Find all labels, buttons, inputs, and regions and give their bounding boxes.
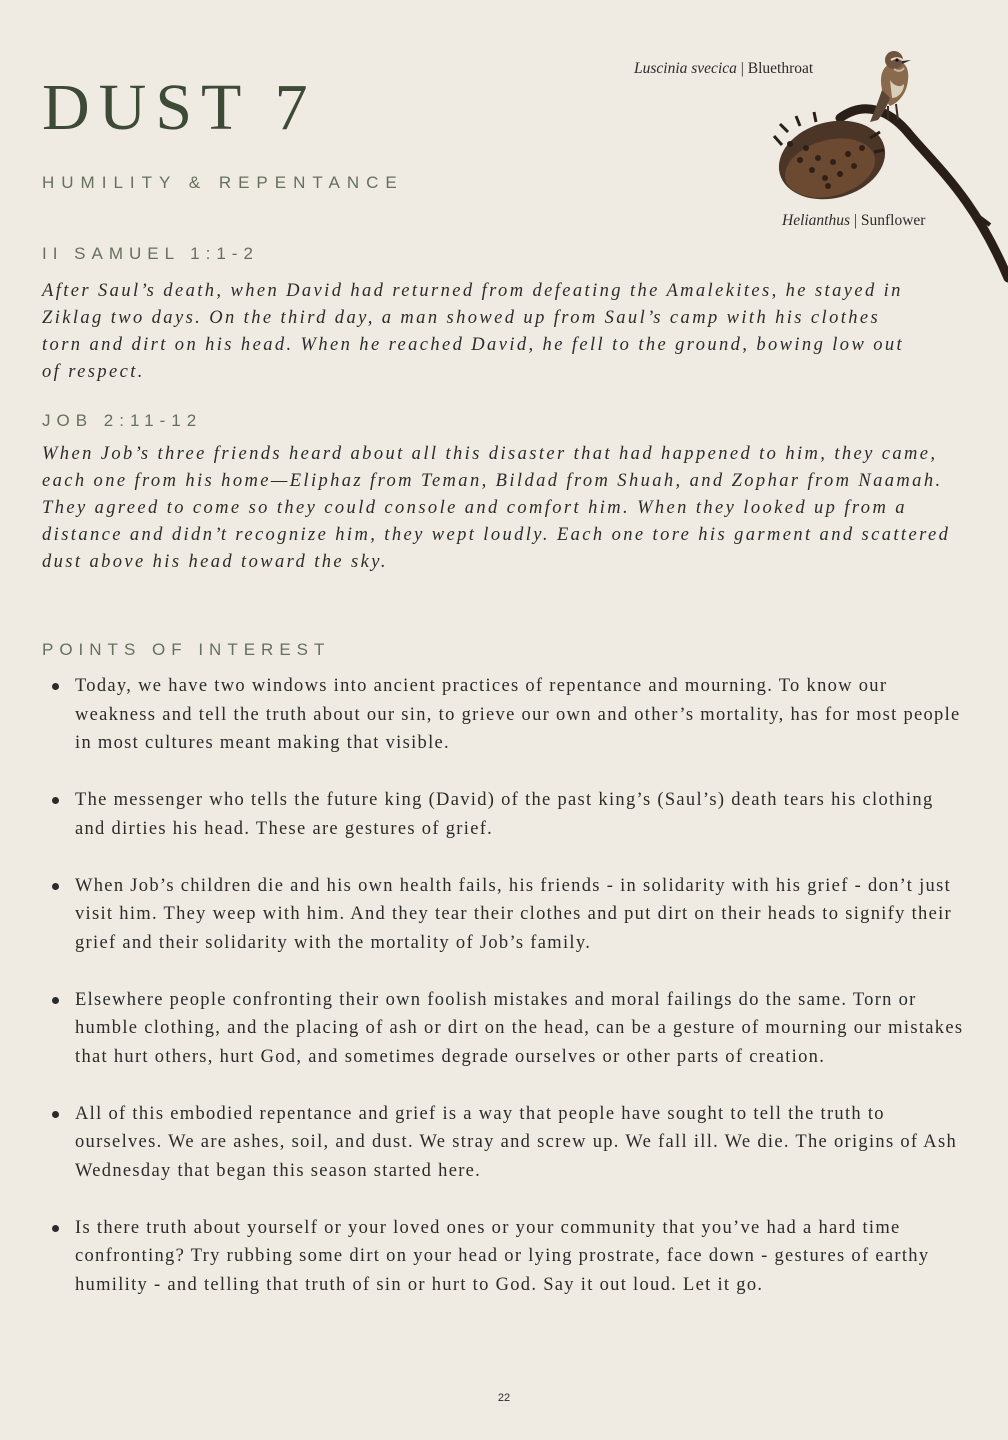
list-item (42, 672, 967, 758)
list-item (42, 786, 967, 843)
reading-reference-job: JOB 2:11-12 (42, 411, 203, 430)
point-text: When Job’s children die and his own health fails, his friends - in solidarity with his grief - don’t just visit him. They weep with him. And they tear their clothes and put dirt on their heads to signify their grief and their solidarity with the mortality of Job’s family. (75, 875, 953, 953)
bullet-icon (52, 1225, 59, 1232)
bird-latin-name: Luscinia svecica (634, 60, 737, 77)
list-item (42, 872, 967, 958)
point-text: Is there truth about yourself or your loved ones or your community that you’ve had a hard time confronting? Try rubbing some dirt on your head or lying prostrate, face down - gestures of earthy humility - and telling that truth of sin or hurt to God. Say it out loud. Let it go. (75, 1217, 930, 1295)
bullet-icon (52, 883, 59, 890)
page-number: 22 (497, 1392, 511, 1404)
page-subtitle: HUMILITY & REPENTANCE (42, 173, 404, 192)
flower-latin-name: Helianthus (782, 212, 851, 229)
point-text: All of this embodied repentance and grief is a way that people have sought to tell the truth to ourselves. We are ashes, soil, and dust. We stray and screw up. We fall ill. We die. The origins of Ash Wednesday that began this season started here. (75, 1103, 958, 1181)
points-of-interest-list (42, 672, 967, 1328)
list-item (42, 1214, 967, 1300)
point-text: Elsewhere people confronting their own foolish mistakes and moral failings do the same. Torn or humble clothing, and the placing of ash or dirt on the head, can be a gesture of mourning our mistakes that hurt others, hurt God, and sometimes degrade ourselves or other parts of creation. (75, 989, 964, 1067)
bullet-icon (52, 683, 59, 690)
flower-common-name: | Sunflower (850, 212, 926, 229)
bird-icon (870, 51, 911, 122)
list-item (42, 986, 967, 1072)
bullet-icon (52, 1111, 59, 1118)
points-of-interest-heading: POINTS OF INTEREST (42, 640, 331, 659)
page-title: DUST 7 (42, 71, 317, 144)
point-text: Today, we have two windows into ancient practices of repentance and mourning. To know our weakness and tell the truth about our sin, to grieve our own and other’s mortality, has for most people in most cultures meant making that visible. (75, 676, 961, 753)
reading-passage-samuel: After Saul’s death, when David had returned from defeating the Amalekites, he stayed in Ziklag two days. On the third day, a man showed up from Saul’s camp with his clothes torn and dirt on his head. When he reached David, he fell to the ground, bowing low out of respect. (42, 281, 905, 382)
point-text: The messenger who tells the future king (David) of the past king’s (Saul’s) death tears his clothing and dirties his head. These are gestures of grief. (75, 790, 934, 839)
list-item (42, 1100, 967, 1186)
bullet-icon (52, 797, 59, 804)
bird-common-name: | Bluethroat (736, 60, 814, 77)
reading-passage-job: When Job’s three friends heard about all this disaster that had happened to him, they came, each one from his home—Eliphaz from Teman, Bildad from Shuah, and Zophar from Naamah. They agreed to come so they could console and comfort him. When they looked up from a distance and didn’t recognize him, they wept loudly. Each one tore his garment and scattered dust above his head toward the sky. (42, 444, 951, 572)
reading-reference-samuel: II SAMUEL 1:1-2 (42, 244, 259, 263)
bullet-icon (52, 997, 59, 1004)
bird-on-sunflower-illustration (770, 40, 1008, 285)
